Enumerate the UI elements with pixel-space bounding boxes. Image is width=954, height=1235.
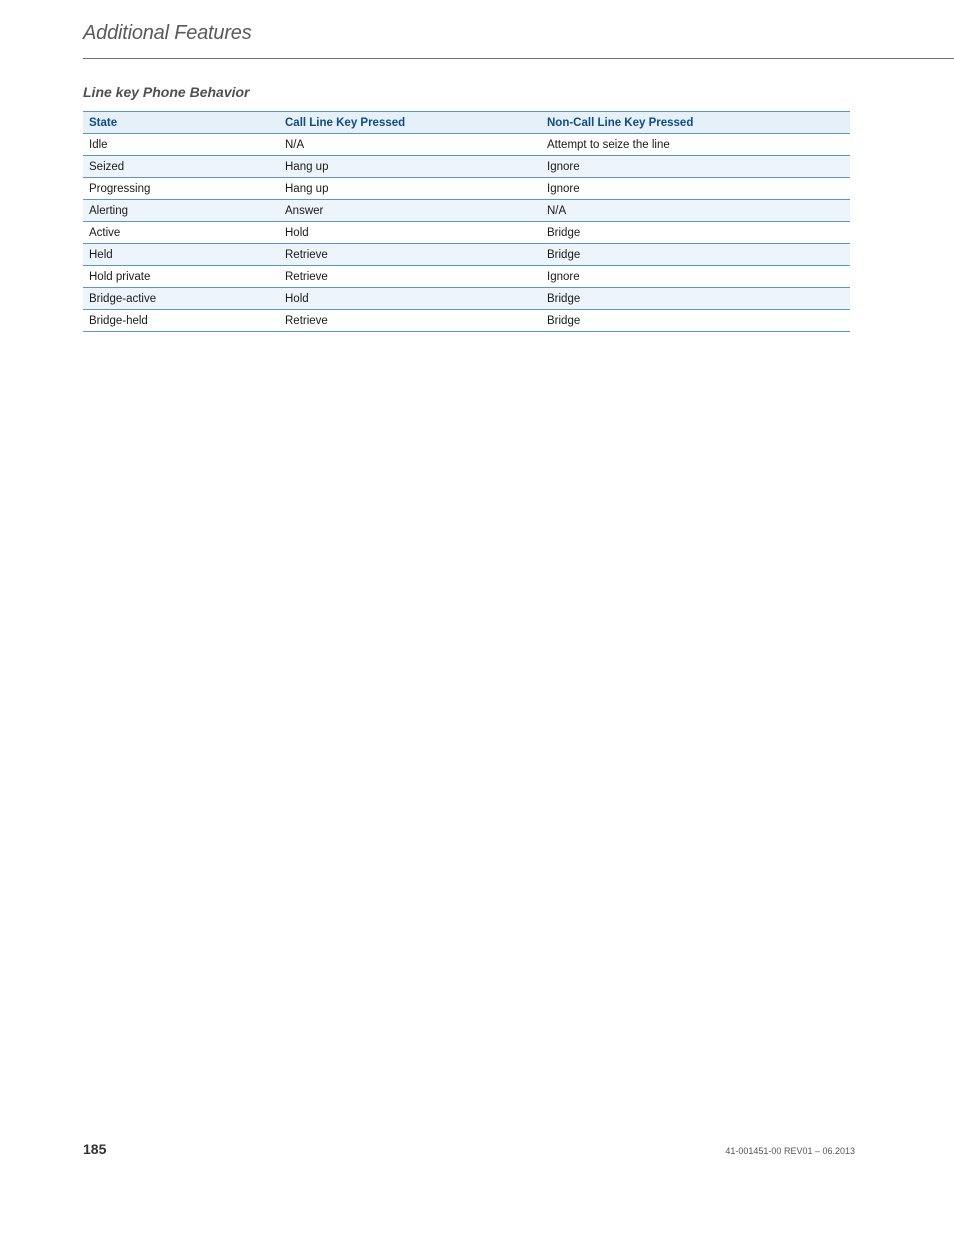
table-row [83, 178, 850, 200]
table-header-row [83, 112, 850, 134]
page-number: 185 [83, 1141, 107, 1157]
document-id: 41-001451-00 REV01 – 06.2013 [725, 1146, 855, 1156]
column-header-state: State [83, 112, 279, 134]
line-key-behavior-table [83, 111, 850, 332]
cell-call-line-key: Hang up [279, 178, 541, 200]
cell-non-call-line-key: Attempt to seize the line [541, 134, 850, 156]
cell-non-call-line-key: N/A [541, 200, 850, 222]
chapter-title: Additional Features [83, 22, 252, 44]
table-row [83, 244, 850, 266]
table-row [83, 222, 850, 244]
header-divider [83, 58, 954, 59]
table-row [83, 156, 850, 178]
cell-call-line-key: Hold [279, 288, 541, 310]
cell-non-call-line-key: Bridge [541, 310, 850, 332]
cell-state: Bridge-active [83, 288, 279, 310]
cell-state: Hold private [83, 266, 279, 288]
cell-call-line-key: N/A [279, 134, 541, 156]
cell-non-call-line-key: Bridge [541, 222, 850, 244]
cell-non-call-line-key: Ignore [541, 178, 850, 200]
column-header-non-call-line-key: Non-Call Line Key Pressed [541, 112, 850, 134]
cell-call-line-key: Hold [279, 222, 541, 244]
cell-call-line-key: Retrieve [279, 310, 541, 332]
cell-state: Held [83, 244, 279, 266]
cell-call-line-key: Answer [279, 200, 541, 222]
cell-state: Seized [83, 156, 279, 178]
cell-non-call-line-key: Bridge [541, 244, 850, 266]
table-row [83, 200, 850, 222]
cell-non-call-line-key: Ignore [541, 156, 850, 178]
cell-state: Progressing [83, 178, 279, 200]
cell-state: Alerting [83, 200, 279, 222]
cell-non-call-line-key: Bridge [541, 288, 850, 310]
cell-call-line-key: Retrieve [279, 266, 541, 288]
cell-state: Bridge-held [83, 310, 279, 332]
table-row [83, 266, 850, 288]
cell-call-line-key: Hang up [279, 156, 541, 178]
cell-non-call-line-key: Ignore [541, 266, 850, 288]
cell-state: Active [83, 222, 279, 244]
table-row [83, 288, 850, 310]
section-title: Line key Phone Behavior [83, 84, 250, 100]
table-row [83, 310, 850, 332]
cell-call-line-key: Retrieve [279, 244, 541, 266]
cell-state: Idle [83, 134, 279, 156]
table-row [83, 134, 850, 156]
column-header-call-line-key: Call Line Key Pressed [279, 112, 541, 134]
